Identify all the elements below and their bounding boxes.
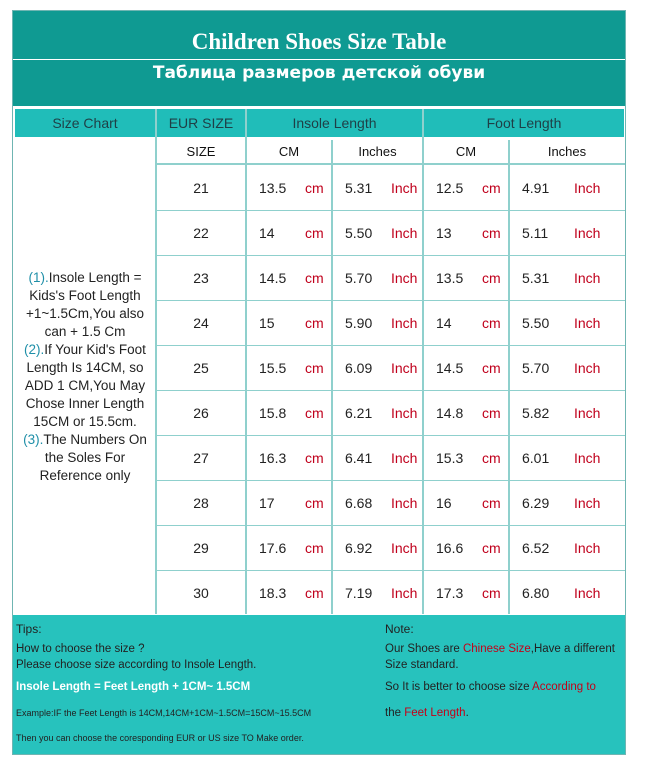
note-number: (1). (28, 270, 49, 285)
table-cell (333, 211, 422, 254)
table-cell (247, 166, 331, 209)
measure-value: 14.5 (259, 269, 287, 286)
unit-label: Inch (391, 539, 418, 556)
note-heading: Note: (385, 622, 414, 636)
header-size-chart: Size Chart (15, 109, 155, 137)
eur-size-value: 26 (193, 404, 209, 421)
note-number: (3). (23, 432, 44, 447)
measure-value: 4.91 (522, 179, 550, 196)
grid-line (155, 109, 157, 614)
title-english: Children Shoes Size Table (191, 29, 447, 54)
table-cell (510, 571, 624, 614)
table-cell (247, 481, 331, 524)
measure-value: 5.31 (522, 269, 550, 286)
header-foot-length: Foot Length (424, 109, 624, 137)
measure-value: 6.68 (345, 494, 373, 511)
grid-line (508, 140, 510, 614)
tips-line: Please choose size according to Insole Length. (16, 659, 257, 671)
unit-label: cm (305, 449, 324, 466)
measure-value: 13.5 (259, 179, 287, 196)
table-cell (333, 436, 422, 479)
table-cell (333, 166, 422, 209)
table-cell (157, 526, 245, 569)
unit-label: cm (482, 539, 501, 556)
unit-label: Inch (391, 224, 418, 241)
measure-value: 5.70 (522, 359, 550, 376)
note-text: +1~1.5Cm,You also (25, 306, 145, 321)
title-russian: Таблица размеров детской обуви (152, 63, 486, 83)
grid-line (155, 300, 625, 302)
measure-value: 6.01 (522, 449, 550, 466)
note-text: 15CM or 15.5cm. (33, 414, 137, 429)
unit-label: cm (482, 359, 501, 376)
unit-label: cm (305, 314, 324, 331)
measure-value: 6.09 (345, 359, 373, 376)
table-cell (424, 346, 508, 389)
unit-label: Inch (391, 449, 418, 466)
table-cell (510, 166, 624, 209)
measure-value: 6.29 (522, 494, 550, 511)
measure-value: 17.3 (436, 584, 464, 601)
measure-value: 13 (436, 224, 452, 241)
note-text: Chose Inner Length (25, 396, 145, 411)
measure-value: 16.3 (259, 449, 287, 466)
tips-then: Then you can choose the coresponding EUR or US size TO Make order. (16, 733, 304, 743)
measure-value: 5.82 (522, 404, 550, 421)
table-cell (424, 436, 508, 479)
grid-line (155, 480, 625, 482)
unit-label: Inch (574, 449, 601, 466)
note-text: Insole Length = (48, 270, 142, 285)
table-cell (424, 211, 508, 254)
table-cell (424, 391, 508, 434)
note-text: can + 1.5 Cm (44, 324, 126, 339)
eur-size-value: 22 (193, 224, 209, 241)
grid-line (155, 390, 625, 392)
measure-value: 16.6 (436, 539, 464, 556)
table-cell (247, 391, 331, 434)
grid-line (155, 210, 625, 212)
note-text: Length Is 14CM, so (26, 360, 144, 375)
grid-line (155, 163, 625, 165)
eur-size-value: 24 (193, 314, 209, 331)
unit-label: Inch (574, 584, 601, 601)
unit-label: cm (305, 179, 324, 196)
measure-value: 5.70 (345, 269, 373, 286)
unit-label: cm (305, 359, 324, 376)
note-line-3: So It is better to choose size According to (385, 681, 596, 693)
measure-value: 15.5 (259, 359, 287, 376)
measure-value: 17.6 (259, 539, 287, 556)
table-cell (247, 346, 331, 389)
eur-size-value: 30 (193, 584, 209, 601)
measure-value: 17 (259, 494, 275, 511)
tips-line: How to choose the size ? (16, 643, 145, 655)
unit-label: Inch (574, 539, 601, 556)
unit-label: Inch (574, 404, 601, 421)
unit-label: Inch (391, 359, 418, 376)
unit-label: cm (482, 449, 501, 466)
table-cell (157, 481, 245, 524)
table-cell (247, 211, 331, 254)
grid-line (155, 525, 625, 527)
note-line-1: Our Shoes are Chinese Size,Have a different (385, 643, 615, 655)
tips-heading: Tips: (16, 622, 42, 636)
eur-size-value: 23 (193, 269, 209, 286)
measure-value: 15.3 (436, 449, 464, 466)
unit-label: cm (482, 269, 501, 286)
table-cell (247, 301, 331, 344)
table-cell (157, 571, 245, 614)
table-cell (510, 526, 624, 569)
subheader-size: SIZE (157, 140, 245, 163)
grid-line (155, 570, 625, 572)
table-cell (247, 436, 331, 479)
unit-label: Inch (574, 314, 601, 331)
note-line-4: the Feet Length. (385, 707, 469, 719)
table-cell (424, 571, 508, 614)
table-cell (333, 346, 422, 389)
measure-value: 5.50 (345, 224, 373, 241)
note-text: the Soles For (44, 450, 126, 465)
unit-label: Inch (574, 359, 601, 376)
table-cell (424, 526, 508, 569)
table-cell (510, 346, 624, 389)
unit-label: Inch (574, 494, 601, 511)
tips-formula: Insole Length = Feet Length + 1CM~ 1.5CM (16, 681, 251, 693)
note-text: If Your Kid's Foot (44, 342, 146, 357)
subheader-foot-cm: CM (424, 140, 508, 163)
unit-label: cm (305, 494, 324, 511)
measure-value: 14 (259, 224, 275, 241)
grid-line (155, 435, 625, 437)
subheader-foot-inches: Inches (510, 140, 624, 163)
table-cell (510, 211, 624, 254)
measure-value: 5.90 (345, 314, 373, 331)
measure-value: 7.19 (345, 584, 373, 601)
subheader-insole-cm: CM (247, 140, 331, 163)
table-cell (247, 526, 331, 569)
unit-label: cm (482, 494, 501, 511)
measure-value: 12.5 (436, 179, 464, 196)
measure-value: 6.41 (345, 449, 373, 466)
table-cell (157, 436, 245, 479)
table-cell (333, 391, 422, 434)
unit-label: cm (305, 269, 324, 286)
measure-value: 16 (436, 494, 452, 511)
header-insole-length: Insole Length (247, 109, 422, 137)
measure-value: 14.5 (436, 359, 464, 376)
measure-value: 6.52 (522, 539, 550, 556)
table-cell (157, 256, 245, 299)
unit-label: cm (482, 404, 501, 421)
measure-value: 5.11 (522, 224, 549, 241)
table-cell (424, 256, 508, 299)
note-text: Kids's Foot Length (29, 288, 141, 303)
table-cell (333, 571, 422, 614)
unit-label: cm (305, 224, 324, 241)
note-text: ADD 1 CM,You May (24, 378, 146, 393)
grid-line (245, 109, 247, 614)
title-divider (13, 59, 625, 60)
measure-value: 6.92 (345, 539, 373, 556)
table-cell (157, 211, 245, 254)
note-line-2: Size standard. (385, 659, 459, 671)
unit-label: Inch (574, 224, 601, 241)
table-cell (157, 301, 245, 344)
unit-label: Inch (574, 269, 601, 286)
title-band (13, 11, 625, 106)
measure-value: 5.31 (345, 179, 373, 196)
unit-label: cm (305, 539, 324, 556)
grid-line (422, 109, 424, 614)
tips-section (13, 615, 625, 754)
unit-label: cm (305, 404, 324, 421)
grid-line (155, 255, 625, 257)
measure-value: 15.8 (259, 404, 287, 421)
eur-size-value: 21 (193, 179, 209, 196)
table-cell (424, 481, 508, 524)
table-cell (157, 346, 245, 389)
size-chart-notes (15, 140, 155, 614)
unit-label: cm (482, 224, 501, 241)
eur-size-value: 29 (193, 539, 209, 556)
unit-label: Inch (391, 404, 418, 421)
unit-label: Inch (391, 269, 418, 286)
unit-label: cm (482, 179, 501, 196)
table-cell (510, 256, 624, 299)
table-cell (424, 301, 508, 344)
unit-label: Inch (391, 314, 418, 331)
unit-label: Inch (391, 584, 418, 601)
unit-label: cm (482, 584, 501, 601)
subheader-insole-inches: Inches (333, 140, 422, 163)
measure-value: 18.3 (259, 584, 287, 601)
eur-size-value: 27 (193, 449, 209, 466)
table-cell (424, 166, 508, 209)
header-eur-size: EUR SIZE (157, 109, 245, 137)
table-cell (510, 481, 624, 524)
grid-line (155, 345, 625, 347)
table-cell (333, 526, 422, 569)
table-cell (333, 301, 422, 344)
tips-example: Example:IF the Feet Length is 14CM,14CM+1CM~1.5CM=15CM~15.5CM (16, 708, 312, 718)
measure-value: 15 (259, 314, 275, 331)
unit-label: Inch (574, 179, 601, 196)
note-text: Reference only (39, 468, 131, 483)
size-table (12, 10, 626, 755)
table-cell (157, 391, 245, 434)
grid-line (331, 140, 333, 614)
table-cell (510, 391, 624, 434)
measure-value: 6.80 (522, 584, 550, 601)
unit-label: cm (482, 314, 501, 331)
measure-value: 14.8 (436, 404, 464, 421)
unit-label: Inch (391, 179, 418, 196)
table-cell (510, 436, 624, 479)
table-cell (157, 166, 245, 209)
note-text: The Numbers On (43, 432, 147, 447)
table-cell (510, 301, 624, 344)
measure-value: 13.5 (436, 269, 464, 286)
table-cell (247, 571, 331, 614)
eur-size-value: 25 (193, 359, 209, 376)
note-number: (2). (24, 342, 45, 357)
unit-label: Inch (391, 494, 418, 511)
measure-value: 5.50 (522, 314, 550, 331)
measure-value: 6.21 (345, 404, 373, 421)
table-cell (333, 481, 422, 524)
unit-label: cm (305, 584, 324, 601)
table-cell (247, 256, 331, 299)
eur-size-value: 28 (193, 494, 209, 511)
measure-value: 14 (436, 314, 452, 331)
table-cell (333, 256, 422, 299)
